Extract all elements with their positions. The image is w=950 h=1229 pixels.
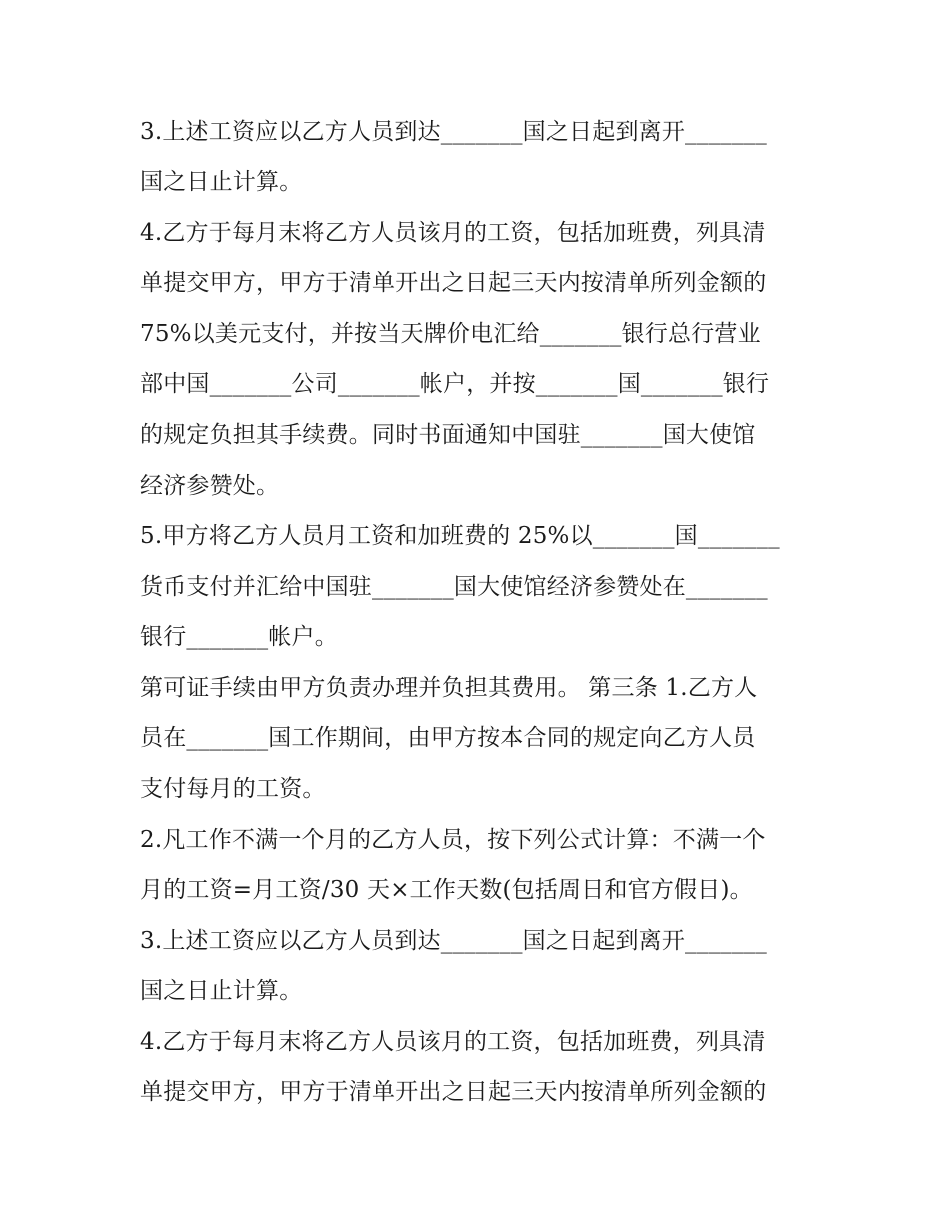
text-line: 员在_______国工作期间，由甲方按本合同的规定向乙方人员 xyxy=(140,725,756,751)
text-line: 货币支付并汇给中国驻_______国大使馆经济参赞处在_______ xyxy=(140,574,768,600)
text-line: 的规定负担其手续费。同时书面通知中国驻_______国大使馆 xyxy=(140,422,756,448)
text-line: 4.乙方于每月末将乙方人员该月的工资，包括加班费，列具清 xyxy=(140,1029,766,1055)
text-line: 单提交甲方，甲方于清单开出之日起三天内按清单所列金额的 xyxy=(140,1079,767,1105)
text-line: 经济参赞处。 xyxy=(140,473,280,499)
text-line: 银行_______帐户。 xyxy=(140,624,338,650)
text-line: 第可证手续由甲方负责办理并负担其费用。 第三条 1.乙方人 xyxy=(140,675,758,701)
text-line: 3.上述工资应以乙方人员到达_______国之日起到离开_______ xyxy=(140,119,767,145)
text-line: 支付每月的工资。 xyxy=(140,776,326,802)
text-line: 月的工资=月工资/30 天×工作天数(包括周日和官方假日)。 xyxy=(140,877,753,903)
text-line: 单提交甲方，甲方于清单开出之日起三天内按清单所列金额的 xyxy=(140,270,767,296)
text-line: 4.乙方于每月末将乙方人员该月的工资，包括加班费，列具清 xyxy=(140,220,766,246)
text-line: 国之日止计算。 xyxy=(140,978,303,1004)
text-line: 75%以美元支付，并按当天牌价电汇给_______银行总行营业 xyxy=(140,321,761,347)
text-line: 5.甲方将乙方人员月工资和加班费的 25%以_______国_______ xyxy=(140,523,780,549)
text-line: 2.凡工作不满一个月的乙方人员，按下列公式计算：不满一个 xyxy=(140,827,766,853)
text-line: 国之日止计算。 xyxy=(140,169,303,195)
text-line: 3.上述工资应以乙方人员到达_______国之日起到离开_______ xyxy=(140,928,767,954)
text-line: 部中国_______公司_______帐户，并按_______国_______银行 xyxy=(140,371,770,397)
